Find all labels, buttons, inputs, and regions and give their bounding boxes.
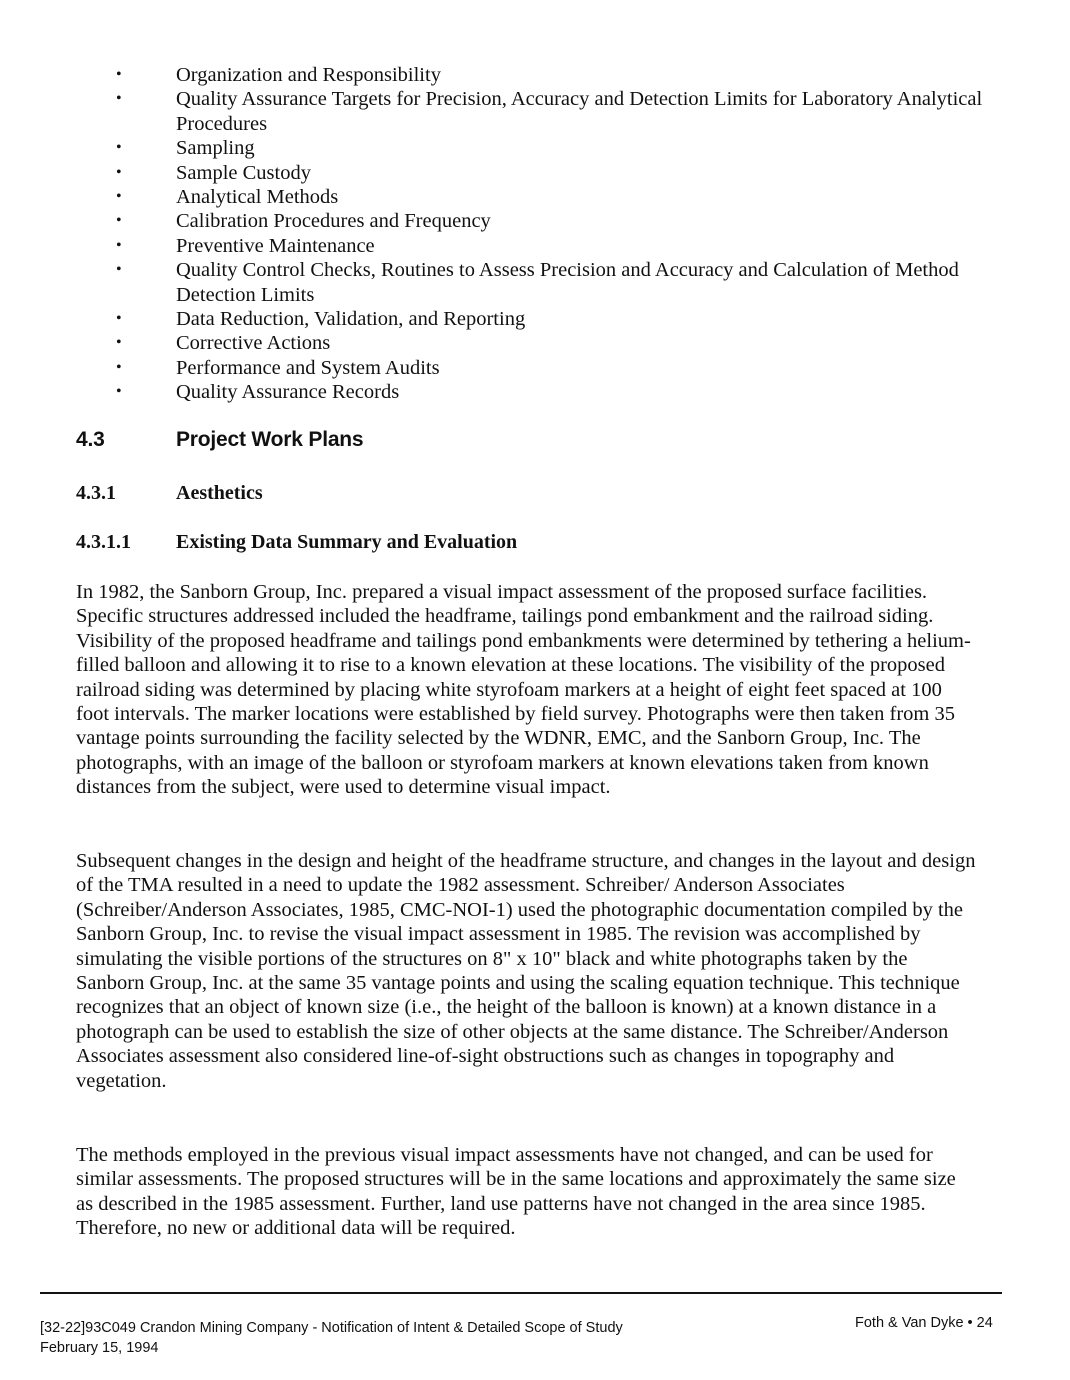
- list-item-text: Preventive Maintenance: [176, 234, 375, 257]
- list-item-text: Quality Assurance Targets for Precision, Accuracy and Detection Limits for Laboratory Analytical Procedures: [176, 88, 983, 135]
- list-item: [112, 63, 1012, 87]
- section-heading: [76, 428, 363, 452]
- subsection-heading: [76, 482, 263, 505]
- list-item: [112, 185, 1012, 209]
- footer-page-info: Foth & Van Dyke • 24: [855, 1315, 993, 1331]
- bullet-list: [112, 63, 1012, 405]
- list-item-text: Quality Control Checks, Routines to Assess Precision and Accuracy and Calculation of Method Detection Limits: [176, 259, 959, 306]
- subsubsection-heading: [76, 531, 517, 554]
- body-paragraph-2: Subsequent changes in the design and height of the headframe structure, and changes in the layout and design of the TMA resulted in a need to update the 1982 assessment. Schreiber/ Anderson Associates (Schreiber/Anderson Associates, 1985, CMC-NOI-1) used the photographic documentation compiled by the Sanborn Group, Inc. to revise the visual impact assessment in 1985. The revision was accomplished by simulating the visible portions of the structures on 8" x 10" black and white photographs taken by the Sanborn Group, Inc. at the same 35 vantage points and using the scaling equation technique. This technique recognizes that an object of known size (i.e., the height of the balloon is known) at a known distance in a photograph can be used to establish the size of other objects at the same distance. The Schreiber/Anderson Associates assessment also considered line-of-sight obstructions such as changes in topography and vegetation.: [76, 850, 976, 1092]
- list-item-text: Corrective Actions: [176, 332, 331, 355]
- section-title: Project Work Plans: [176, 428, 364, 451]
- list-item: [112, 209, 1012, 233]
- list-item: [112, 356, 1012, 380]
- list-item-text: Calibration Procedures and Frequency: [176, 210, 491, 233]
- list-item-text: Sample Custody: [176, 161, 311, 184]
- subsection-number: 4.3.1: [76, 482, 116, 504]
- bullet-glyph: •: [116, 383, 122, 401]
- bullet-glyph: •: [116, 334, 122, 352]
- bullet-glyph: •: [116, 261, 122, 279]
- body-paragraph-3: The methods employed in the previous visual impact assessments have not changed, and can be used for similar assessments. The proposed structures will be in the same locations and approximately the same size as described in the 1985 assessment. Further, land use patterns have not changed in the area since 1985. Therefore, no new or additional data will be required.: [76, 1144, 956, 1240]
- list-item-text: Sampling: [176, 137, 255, 160]
- list-item-text: Quality Assurance Records: [176, 381, 400, 404]
- bullet-glyph: •: [116, 66, 122, 83]
- footer-date: February 15, 1994: [40, 1340, 159, 1356]
- list-item-text: Organization and Responsibility: [176, 64, 441, 86]
- list-item: [112, 234, 1012, 258]
- list-item-text: Data Reduction, Validation, and Reporting: [176, 308, 526, 331]
- footer-left: [40, 1318, 623, 1358]
- bullet-glyph: •: [116, 310, 122, 328]
- subsubsection-number: 4.3.1.1: [76, 531, 131, 553]
- bullet-glyph: •: [116, 358, 122, 376]
- bullet-glyph: •: [116, 163, 122, 181]
- bullet-glyph: •: [116, 188, 122, 206]
- list-item: [112, 87, 1012, 136]
- subsection-title: Aesthetics: [176, 482, 263, 504]
- list-item: [112, 136, 1012, 160]
- list-item: [112, 380, 1012, 404]
- bullet-glyph: •: [116, 90, 122, 108]
- list-item: [112, 161, 1012, 185]
- list-item: [112, 307, 1012, 331]
- list-item: [112, 331, 1012, 355]
- section-number: 4.3: [76, 428, 105, 451]
- bullet-glyph: •: [116, 139, 122, 157]
- body-paragraph-1: In 1982, the Sanborn Group, Inc. prepared a visual impact assessment of the proposed surface facilities. Specific structures addressed included the headframe, tailings pond embankment and the railroad siding. Visibility of the proposed headframe and tailings pond embankments were determined by tethering a helium-filled balloon and allowing it to rise to a known elevation at these locations. The visibility of the proposed railroad siding was determined by placing white styrofoam markers at a height of eight feet spaced at 100 foot intervals. The marker locations were established by field survey. Photographs were then taken from 35 vantage points surrounding the facility selected by the WDNR, EMC, and the Sanborn Group, Inc. The photographs, with an image of the balloon or styrofoam markers at known elevations taken from known distances from the subject, were used to determine visual impact.: [76, 581, 971, 799]
- subsubsection-title: Existing Data Summary and Evaluation: [176, 531, 518, 553]
- bullet-glyph: •: [116, 212, 122, 230]
- footer-divider: [40, 1292, 1002, 1294]
- list-item-text: Analytical Methods: [176, 186, 339, 209]
- list-item-text: Performance and System Audits: [176, 356, 440, 379]
- bullet-glyph: •: [116, 236, 122, 254]
- list-item: [112, 258, 1012, 307]
- footer-document-id: [32-22]93C049 Crandon Mining Company - Notification of Intent & Detailed Scope of Study: [40, 1320, 623, 1336]
